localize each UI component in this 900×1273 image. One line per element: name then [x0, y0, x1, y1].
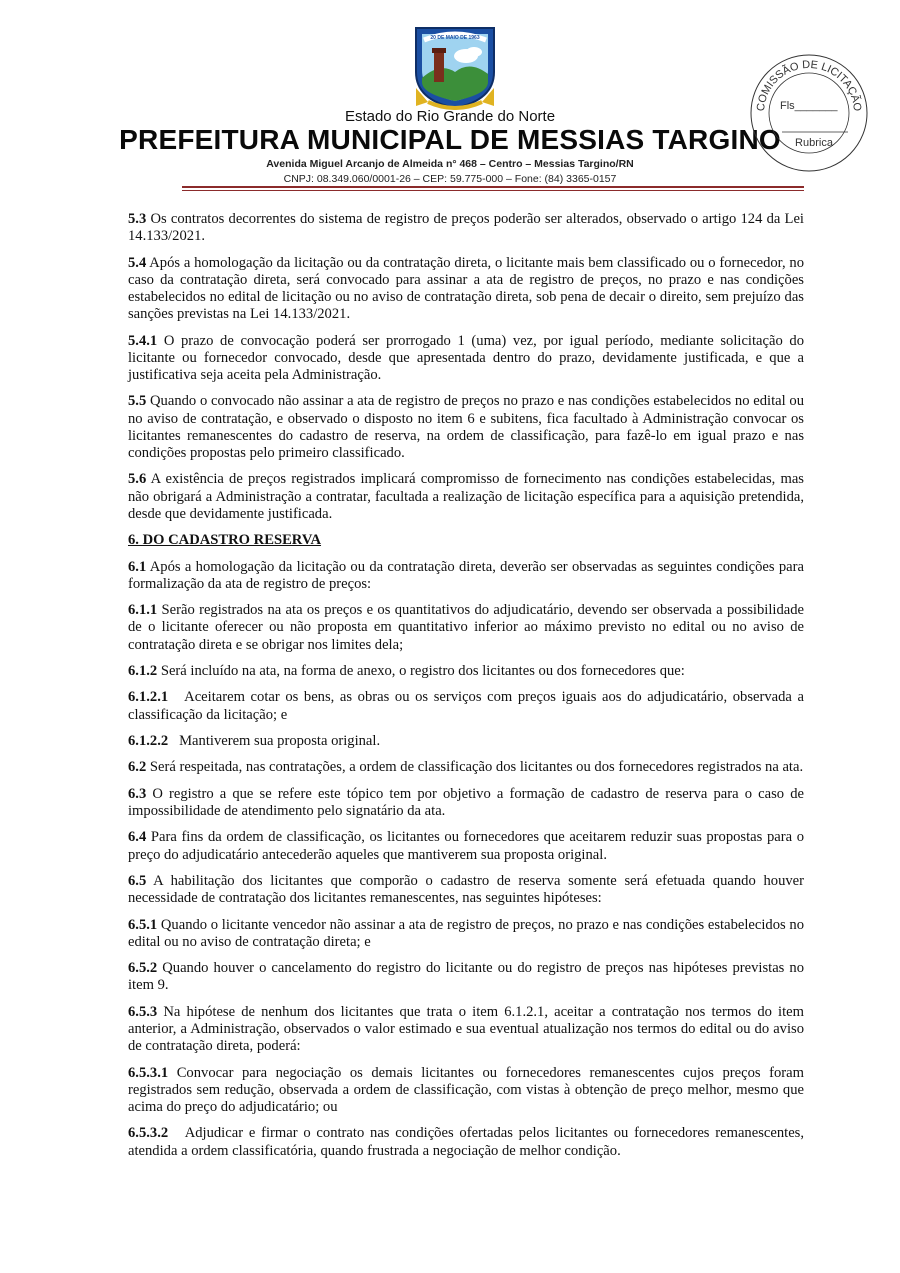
clause-paragraph: [128, 471, 808, 523]
clause-text: Mantiverem sua proposta original.: [168, 732, 381, 749]
clause-text: Para fins da ordem de classificação, os licitantes ou fornecedores que aceitarem reduzir suas propostas para o preço do adjudicatário antecederão aqueles que mantiverem sua proposta original.: [128, 829, 808, 863]
section-title: 6. DO CADASTRO RESERVA: [128, 532, 322, 549]
clause-text: Após a homologação da licitação ou da contratação direta, o licitante mais bem classificado ou o fornecedor, no caso da contratação direta, será convocado para assinar a ata de registro de preços, no prazo e nas condições estabelecidos no edital de licitação ou no aviso de contratação direta, sob pena de decair o direito, sem prejuízo das sanções previstas na Lei 14.133/2021.: [128, 254, 808, 323]
document-body: [128, 211, 808, 1169]
clause-number: 6.5.1: [128, 916, 158, 933]
clause-paragraph: [128, 663, 804, 680]
clause-paragraph: [128, 602, 808, 654]
clause-text: Serão registrados na ata os preços e os quantitativos do adjudicatário, devendo ser observada a possibilidade de o licitante oferecer ou não proposta em quantitativo inferior ao máximo previsto no edital ou no aviso de contratação direta e se obrigar nos limites dela;: [128, 602, 808, 653]
clause-paragraph: [128, 733, 804, 750]
clause-paragraph: [128, 558, 808, 593]
clause-paragraph: [128, 689, 808, 723]
clause-number: 5.6: [128, 471, 147, 488]
clause-text: Quando houver o cancelamento do registro do licitante ou do registro de preços nas hipóteses previstas no item 9.: [128, 960, 808, 994]
clause-text: Adjudicar e firmar o contrato nas condições ofertadas pelos licitantes ou fornecedores remanescentes, atendida a ordem classificatória, quando frustrada a negociação de melhor condição.: [128, 1125, 808, 1159]
clause-number: 6.5.3.1: [128, 1064, 169, 1081]
clause-text: Quando o convocado não assinar a ata de registro de preços no prazo e nas condições estabelecidos no edital ou no aviso de contratação, e observado o disposto no item 6 e subitens, fica facultado à Administração convocar os licitantes remanescentes do cadastro de reserva, na ordem de classificação, para fazê-lo em igual prazo e nas condições propostas pelo primeiro classificado.: [128, 393, 808, 461]
municipal-crest-icon: [410, 22, 500, 110]
clause-paragraph: [128, 960, 808, 994]
clause-text: Convocar para negociação os demais licitantes ou fornecedores remanescentes cujos preços foram registrados sem redução, observada a ordem de classificação, com vistas à obtenção de preço melhor, mesmo que acima do preço do adjudicatário; ou: [128, 1064, 808, 1115]
prefeitura-title: PREFEITURA MUNICIPAL DE MESSIAS TARGINO: [119, 124, 781, 155]
clause-paragraph: [128, 393, 808, 462]
contact-line: CNPJ: 08.349.060/0001-26 – CEP: 59.775-000 – Fone: (84) 3365-0157: [283, 173, 617, 185]
clause-number: 6.5.3: [128, 1003, 158, 1020]
clause-text: Após a homologação da licitação ou da contratação direta, deverão ser observadas as seguintes condições para formalização da ata de registro de preços:: [128, 558, 808, 592]
state-name: Estado do Rio Grande do Norte: [344, 108, 556, 125]
clause-paragraph: [128, 829, 808, 863]
clause-paragraph: [128, 785, 808, 820]
clause-text: A existência de preços registrados implicará compromisso de fornecimento nas condições estabelecidas, mas não obrigará a Administração a contratar, facultada a realização de licitação específica para a aquisição pretendida, desde que devidamente justificada.: [128, 471, 808, 522]
clause-text: Quando o licitante vencedor não assinar a ata de registro de preços, no prazo e nas condições estabelecidos no edital ou no aviso de contratação direta; e: [128, 916, 808, 950]
clause-number: 6.1.1: [128, 602, 158, 619]
page-header: [0, 0, 900, 195]
header-rule-top: [182, 186, 804, 188]
stamp-ring-text: COMISSÃO DE LICITAÇÃO: [754, 58, 864, 112]
clause-paragraph: [128, 916, 808, 951]
clause-paragraph: [128, 1003, 808, 1056]
clause-number: 6.2: [128, 759, 147, 776]
clause-number: 6.1.2.1: [128, 689, 169, 706]
clause-number: 6.5.3.2: [128, 1125, 169, 1142]
clause-paragraph: [128, 872, 808, 907]
clause-number: 5.4.1: [128, 332, 158, 349]
clause-text: Na hipótese de nenhum dos licitantes que trata o item 6.1.2.1, aceitar a contratação nos termos do item anterior, a Administração, observados o valor estimado e sua eventual atualização nos termos do edital ou do aviso de contratação direta, poderá:: [128, 1003, 808, 1055]
crest-banner-text: 20 DE MAIO DE 1963: [430, 35, 480, 41]
stamp-fls-label: Fls_______: [780, 100, 838, 112]
clause-text: Será incluído na ata, na forma de anexo, o registro dos licitantes ou dos fornecedores que:: [157, 662, 685, 679]
stamp-rubrica-label: Rubrica: [795, 137, 833, 149]
clause-number: 6.1: [128, 558, 147, 575]
clause-text: Aceitarem cotar os bens, as obras ou os serviços com preços iguais aos do adjudicatário, observada a classificação da licitação; e: [128, 689, 808, 723]
clause-paragraph: [128, 254, 808, 324]
clause-text: O registro a que se refere este tópico tem por objetivo a formação de cadastro de reserva para o caso de impossibilidade de atendimento pelo signatário da ata.: [128, 785, 808, 819]
clause-text: Os contratos decorrentes do sistema de registro de preços poderão ser alterados, observado o artigo 124 da Lei 14.133/2021.: [128, 211, 808, 245]
clause-number: 6.3: [128, 785, 147, 802]
clause-number: 6.5.2: [128, 960, 158, 977]
clause-paragraph: [128, 759, 804, 776]
clause-paragraph: [128, 211, 808, 245]
clause-text: Será respeitada, nas contratações, a ordem de classificação dos licitantes ou dos fornecedores registrados na ata.: [146, 759, 804, 776]
clause-paragraph: [128, 1125, 808, 1159]
clause-number: 5.4: [128, 254, 147, 271]
clause-number: 5.3: [128, 211, 147, 227]
clause-paragraph: [128, 1064, 808, 1117]
clause-number: 6.5: [128, 872, 147, 889]
clause-paragraph: [128, 332, 808, 385]
clause-number: 6.4: [128, 829, 147, 846]
address-line: Avenida Miguel Arcanjo de Almeida n° 468 – Centro – Messias Targino/RN: [266, 158, 634, 170]
header-rule-bottom: [182, 190, 804, 191]
clause-text: A habilitação dos licitantes que comporão o cadastro de reserva somente será efetuada quando houver necessidade de contratação dos licitantes remanescentes, nas seguintes hipóteses:: [128, 872, 808, 907]
licitacao-stamp-icon: [748, 52, 870, 174]
clause-number: 5.5: [128, 393, 147, 410]
clause-text: O prazo de convocação poderá ser prorrogado 1 (uma) vez, por igual período, mediante solicitação do licitante ou fornecedor convocado, desde que apresentada dentro do prazo, devidamente justificada, e que a justificativa seja aceita pela Administração.: [128, 332, 808, 383]
clause-number: 6.1.2.2: [128, 732, 169, 749]
clause-number: 6.1.2: [128, 662, 158, 679]
